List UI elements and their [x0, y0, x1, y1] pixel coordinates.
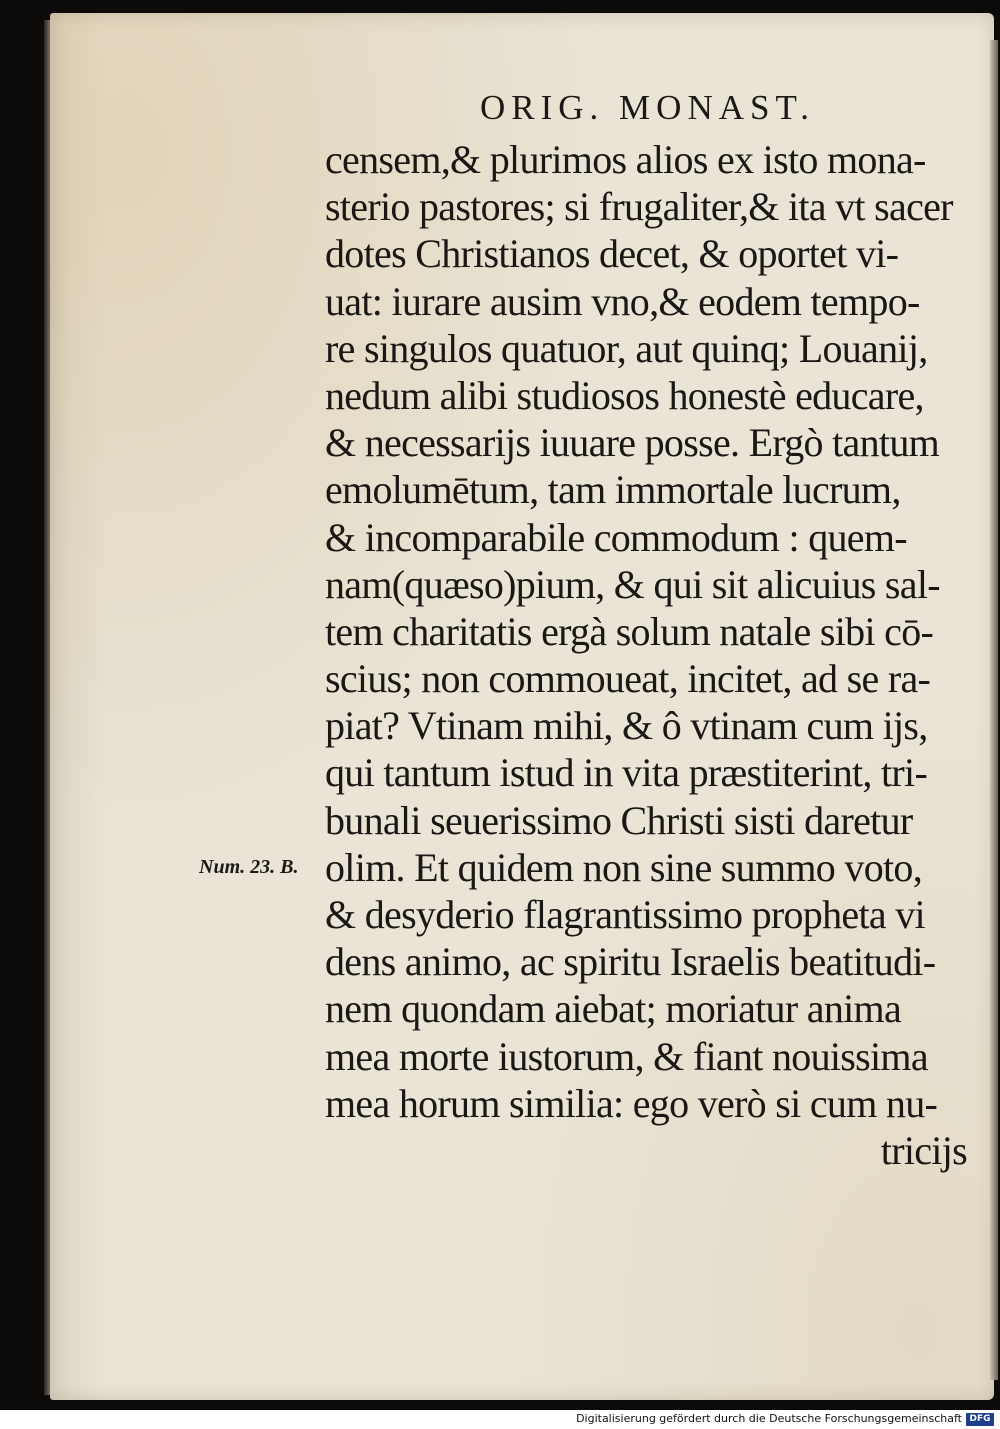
- text-line: re singulos quatuor, aut quinq; Louanij,: [325, 325, 928, 371]
- text-line: & incomparabile commodum : quem-: [325, 514, 907, 560]
- text-line: qui tantum istud in vita præstiterint, tri-: [325, 750, 928, 796]
- text-line: emolumētum, tam immortale lucrum,: [325, 467, 901, 513]
- text-line: & necessarijs iuuare posse. Ergò tantum: [325, 420, 940, 466]
- text-line: piat? Vtinam mihi, & ô vtinam cum ijs,: [325, 703, 928, 749]
- digitization-footer: [0, 1410, 1000, 1429]
- catchword: tricijs: [880, 1127, 967, 1173]
- page-right-edge: [990, 40, 998, 1380]
- text-line: censem,& plurimos alios ex isto mona-: [325, 137, 926, 182]
- text-line: uat: iurare ausim vno,& eodem tempo-: [325, 278, 920, 324]
- text-line: sterio pastores; si frugaliter,& ita vt sacer: [325, 184, 953, 230]
- funding-credit: Digitalisierung gefördert durch die Deutsche Forschungsgemeinschaft: [576, 1412, 962, 1425]
- margin-note: Num. 23. B.: [199, 856, 299, 878]
- text-line: bunali seuerissimo Christi sisti daretur: [325, 797, 913, 843]
- text-line: dens animo, ac spiritu Israelis beatitudi-: [325, 939, 936, 985]
- text-line: mea horum similia: ego verò si cum nu-: [325, 1080, 938, 1126]
- text-line: tem charitatis ergà solum natale sibi cō-: [325, 608, 934, 654]
- dfg-logo-icon: DFG: [966, 1413, 994, 1426]
- running-head: ORIG. MONAST.: [480, 88, 815, 127]
- text-line: dotes Christianos decet, & oportet vi-: [325, 231, 899, 277]
- text-line: nam(quæso)pium, & qui sit alicuius sal-: [325, 561, 940, 607]
- text-line: nem quondam aiebat; moriatur anima: [325, 986, 902, 1032]
- text-line: scius; non commoueat, incitet, ad se ra-: [325, 656, 931, 702]
- text-line: & desyderio flagrantissimo propheta vi: [325, 892, 925, 937]
- text-line: nedum alibi studiosos honestè educare,: [325, 372, 924, 418]
- body-text: [325, 136, 975, 1174]
- text-line: mea morte iustorum, & fiant nouissima: [325, 1033, 928, 1079]
- text-line: olim. Et quidem non sine summo voto,: [325, 844, 923, 890]
